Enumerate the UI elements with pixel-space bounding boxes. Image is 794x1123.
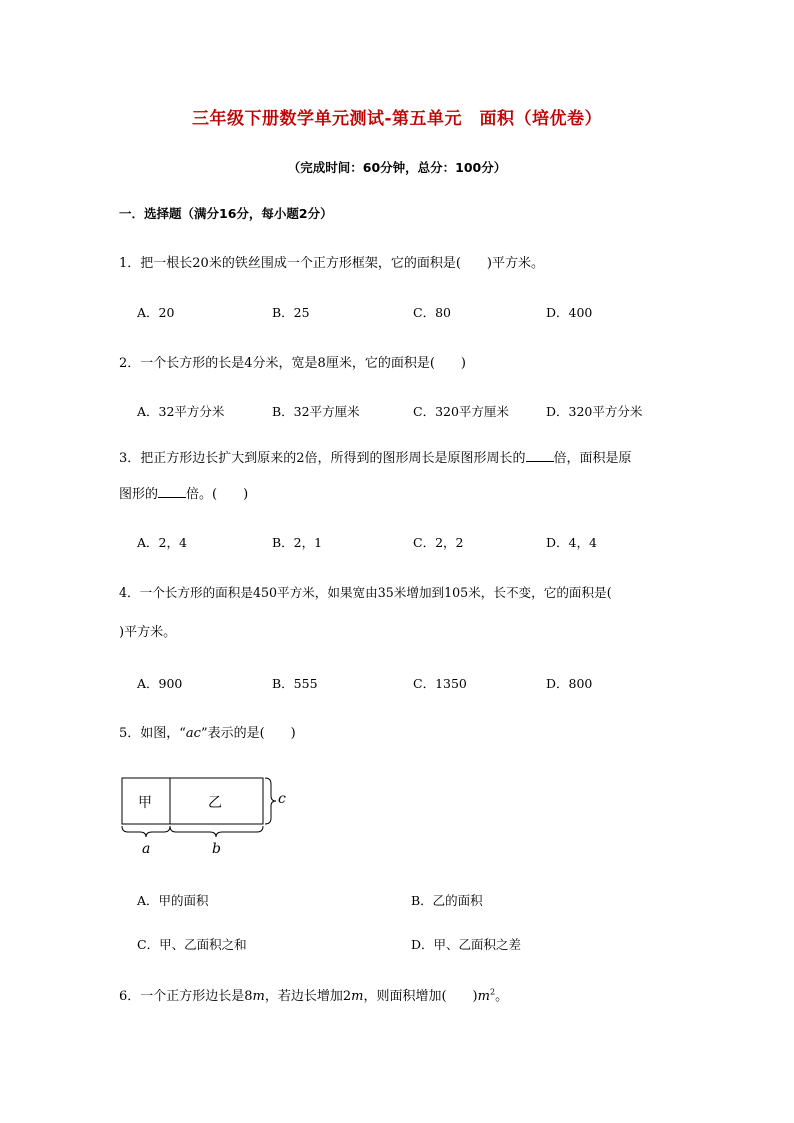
question-3-line-1 [119, 447, 632, 466]
q3-blank-2 [158, 485, 186, 498]
q3-text-4: 倍。( ) [186, 487, 249, 502]
question-2: 2．一个长方形的长是4分米，宽是8厘米，它的面积是( ) [119, 356, 466, 371]
q4-option-a: A．900 [137, 676, 183, 691]
q5-option-b: B．乙的面积 [411, 893, 483, 908]
q3-option-d: D．4，4 [546, 535, 597, 550]
q6-unit-3: m [477, 989, 490, 1004]
q5-option-c: C．甲、乙面积之和 [137, 937, 247, 952]
q6-text-3: ，则面积增加( ) [363, 989, 478, 1004]
q1-option-c: C．80 [413, 305, 451, 320]
q6-text-4: 。 [495, 989, 509, 1004]
brace-c [265, 778, 276, 824]
question-4-line-1: 4．一个长方形的面积是450平方米，如果宽由35米增加到105米，长不变，它的面积是( [119, 585, 612, 600]
q3-option-b: B．2，1 [272, 535, 323, 550]
q4-option-c: C．1350 [413, 676, 467, 691]
q5-math-ac: ac [185, 726, 201, 741]
q2-option-b: B．32平方厘米 [272, 404, 360, 419]
q3-text-1: 3．把正方形边长扩大到原来的2倍，所得到的图形周长是原图形周长的 [119, 451, 526, 466]
figure-label-a: a [142, 841, 151, 857]
q2-option-d: D．320平方分米 [546, 404, 643, 419]
q6-text-1: 6．一个正方形边长是8 [119, 989, 253, 1004]
question-4-line-2: )平方米。 [119, 625, 177, 640]
page-subtitle: （完成时间：60分钟，总分：100分） [287, 160, 507, 175]
q1-option-b: B．25 [272, 305, 310, 320]
q1-option-d: D．400 [546, 305, 593, 320]
q5-option-d: D．甲、乙面积之差 [411, 937, 522, 952]
q3-text-2: 倍，面积是原 [553, 451, 632, 466]
page-title: 三年级下册数学单元测试-第五单元 面积（培优卷） [191, 109, 603, 129]
q2-option-a: A．32平方分米 [137, 404, 225, 419]
q3-option-c: C．2，2 [413, 535, 464, 550]
q6-text-2: ，若边长增加2 [264, 989, 352, 1004]
q4-option-b: B．555 [272, 676, 318, 691]
q3-option-a: A．2，4 [137, 535, 187, 550]
q6-unit-2: m [351, 989, 364, 1004]
section-heading: 一．选择题（满分16分，每小题2分） [119, 206, 333, 221]
question-1: 1．把一根长20米的铁丝围成一个正方形框架，它的面积是( )平方米。 [119, 256, 544, 271]
brace-a [122, 826, 170, 837]
q3-text-3: 图形的 [119, 487, 159, 502]
brace-b [170, 826, 263, 837]
q5-text-1: 5．如图，“ [119, 726, 186, 741]
q2-option-c: C．320平方厘米 [413, 404, 509, 419]
figure-label-c: c [278, 791, 286, 807]
question-3-line-2 [119, 483, 248, 502]
q5-option-a: A．甲的面积 [137, 893, 209, 908]
q1-option-a: A．20 [137, 305, 175, 320]
q3-blank-1 [526, 449, 554, 462]
q6-unit-1: m [252, 989, 265, 1004]
q4-option-d: D．800 [546, 676, 593, 691]
question-5 [119, 722, 296, 741]
figure-label-yi: 乙 [208, 795, 222, 811]
q5-text-2: ”表示的是( ) [200, 726, 296, 741]
figure-label-b: b [212, 841, 221, 857]
figure-label-jia: 甲 [138, 795, 152, 811]
question-6 [119, 985, 508, 1004]
q6-superscript: 2 [489, 987, 496, 997]
